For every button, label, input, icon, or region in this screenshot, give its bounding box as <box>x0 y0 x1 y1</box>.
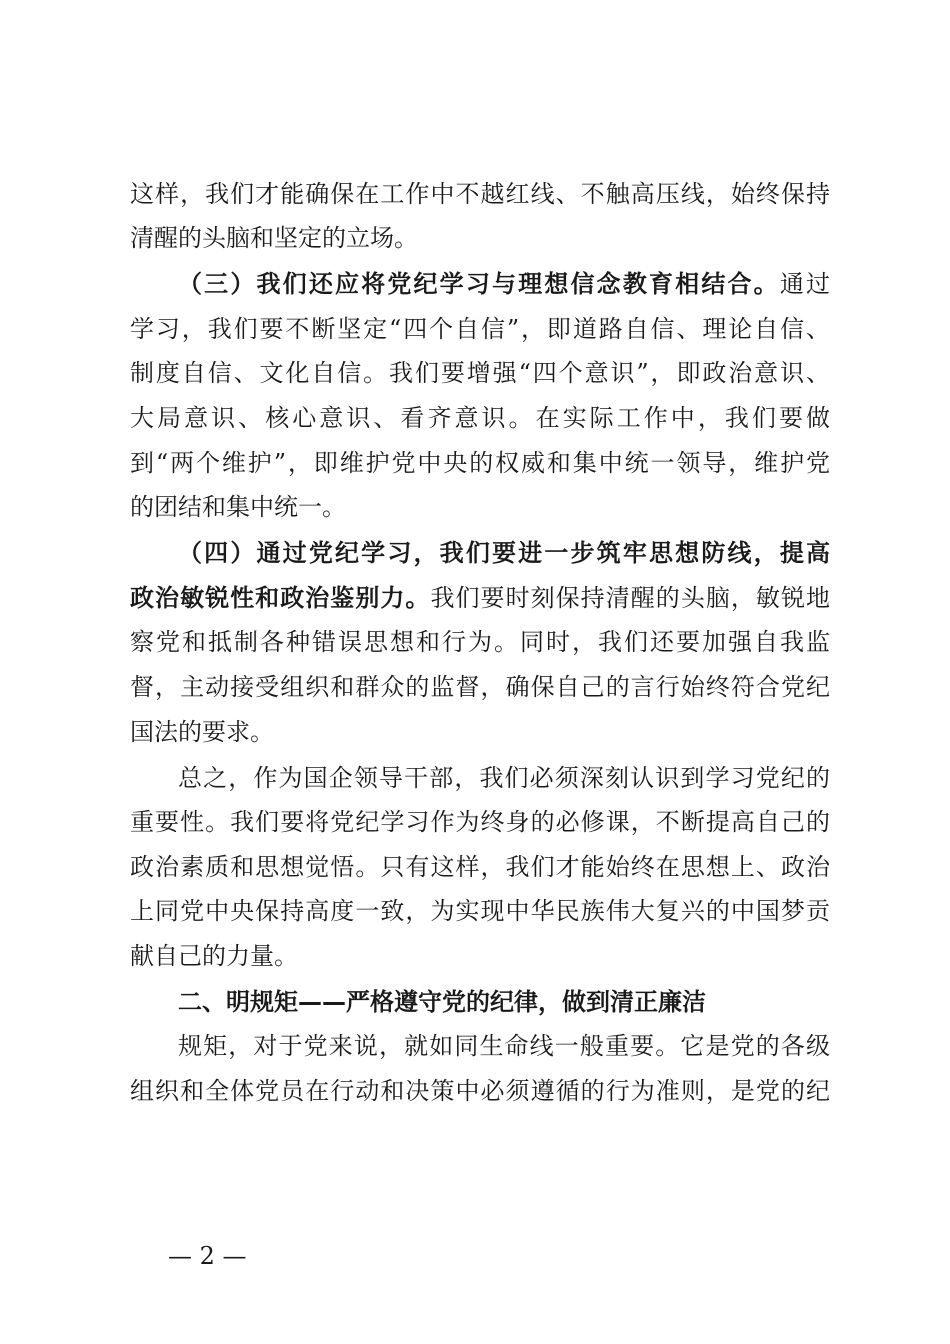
body-text-line: 组织和全体党员在行动和决策中必须遵循的行为准则，是党的纪 <box>130 1077 830 1105</box>
body-text-span: 通过 <box>779 270 831 298</box>
body-text-line: 大局意识、核心意识、看齐意识。在实际工作中，我们要做 <box>130 404 830 432</box>
body-text-line: 规矩，对于党来说，就如同生命线一般重要。它是党的各级 <box>178 1032 830 1060</box>
body-text-line: 制度自信、文化自信。我们要增强“四个意识”，即政治意识、 <box>130 359 830 387</box>
body-text-line: 到“两个维护”，即维护党中央的权威和集中统一领导，维护党 <box>130 449 830 477</box>
paragraph-4-lead: （四）通过党纪学习，我们要进一步筑牢思想防线，提高 <box>178 538 830 567</box>
body-text-line: 学习，我们要不断坚定“四个自信”，即道路自信、理论自信、 <box>130 315 830 343</box>
body-text-line: 献自己的力量。 <box>130 942 298 970</box>
body-text-line: 察党和抵制各种错误思想和行为。同时，我们还要加强自我监 <box>130 628 830 656</box>
section-heading: 二、明规矩——严格遵守党的纪律，做到清正廉洁 <box>178 988 706 1016</box>
body-text-line: 督，主动接受组织和群众的监督，确保自己的言行始终符合党纪 <box>130 673 830 701</box>
body-text-line: 重要性。我们要将党纪学习作为终身的必修课，不断提高自己的 <box>130 808 830 836</box>
body-text-line: 国法的要求。 <box>130 718 274 746</box>
page-number: — 2 — <box>168 1242 247 1270</box>
body-text-line: 的团结和集中统一。 <box>130 493 346 521</box>
paragraph-3-lead: （三）我们还应将党纪学习与理想信念教育相结合。 <box>178 269 780 298</box>
body-text-line: 上同党中央保持高度一致，为实现中华民族伟大复兴的中国梦贡 <box>130 897 830 925</box>
body-text-line: 这样，我们才能确保在工作中不越红线、不触高压线，始终保持 <box>130 180 830 208</box>
body-text-line: 政治素质和思想觉悟。只有这样，我们才能始终在思想上、政治 <box>130 853 830 881</box>
paragraph-4-lead-continued: 政治敏锐性和政治鉴别力。 <box>130 583 431 612</box>
paragraph-4-second-line <box>130 576 830 620</box>
body-text-line: 清醒的头脑和坚定的立场。 <box>130 224 418 252</box>
body-text-span: 我们要时刻保持清醒的头脑，敏锐地 <box>430 584 831 612</box>
body-text-line: 总之，作为国企领导干部，我们必须深刻认识到学习党纪的 <box>178 764 830 792</box>
paragraph-3-first-line <box>178 262 830 306</box>
